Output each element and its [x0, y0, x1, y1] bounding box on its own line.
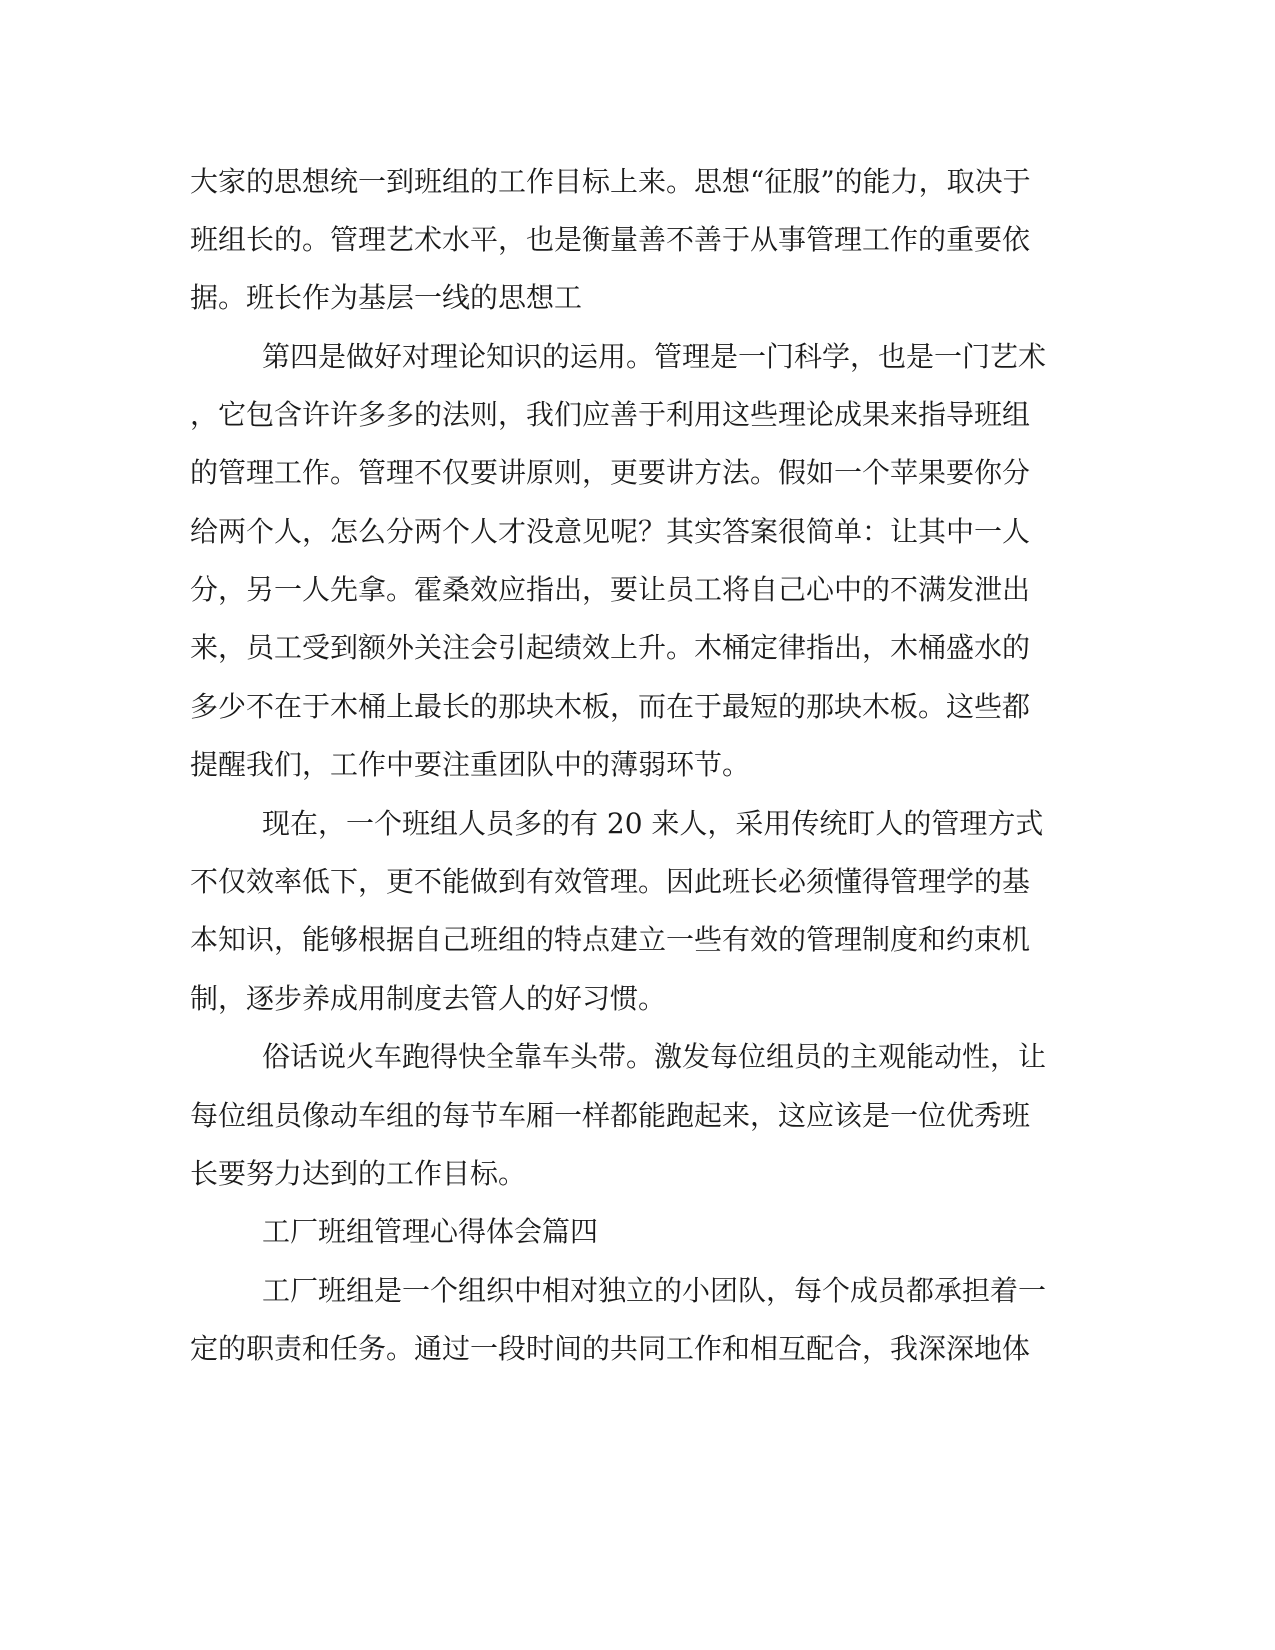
text-line: 多少不在于木桶上最长的那块木板，而在于最短的那块木板。这些都 — [190, 690, 1031, 723]
text-line: ，它包含许许多多的法则，我们应善于利用这些理论成果来指导班组 — [190, 398, 1031, 431]
text-line: 长要努力达到的工作目标。 — [190, 1157, 527, 1190]
paragraph-first-line: 工厂班组是一个组织中相对独立的小团队，每个成员都承担着一 — [262, 1274, 1047, 1307]
text-line: 制，逐步养成用制度去管人的好习惯。 — [190, 982, 667, 1015]
text-line: 大家的思想统一到班组的工作目标上来。思想“征服”的能力，取决于 — [190, 165, 1031, 198]
text-line: 定的职责和任务。通过一段时间的共同工作和相互配合，我深深地体 — [190, 1332, 1031, 1365]
text-line: 不仅效率低下，更不能做到有效管理。因此班长必须懂得管理学的基 — [190, 865, 1031, 898]
text-line: 给两个人，怎么分两个人才没意见呢？其实答案很简单：让其中一人 — [190, 515, 1031, 548]
section-heading: 工厂班组管理心得体会篇四 — [262, 1215, 599, 1248]
text-line: 来，员工受到额外关注会引起绩效上升。木桶定律指出，木桶盛水的 — [190, 631, 1031, 664]
text-line: 据。班长作为基层一线的思想工 — [190, 281, 583, 314]
text-line: 班组长的。管理艺术水平，也是衡量善不善于从事管理工作的重要依 — [190, 223, 1031, 256]
text-line: 每位组员像动车组的每节车厢一样都能跑起来，这应该是一位优秀班 — [190, 1099, 1031, 1132]
paragraph-first-line: 俗话说火车跑得快全靠车头带。激发每位组员的主观能动性，让 — [262, 1040, 1047, 1073]
paragraph-first-line: 现在，一个班组人员多的有 20 来人，采用传统盯人的管理方式 — [262, 807, 1044, 840]
text-line: 本知识，能够根据自己班组的特点建立一些有效的管理制度和约束机 — [190, 923, 1031, 956]
paragraph-first-line: 第四是做好对理论知识的运用。管理是一门科学，也是一门艺术 — [262, 340, 1047, 373]
text-line: 分，另一人先拿。霍桑效应指出，要让员工将自己心中的不满发泄出 — [190, 573, 1031, 606]
text-line: 的管理工作。管理不仅要讲原则，更要讲方法。假如一个苹果要你分 — [190, 456, 1031, 489]
text-line: 提醒我们，工作中要注重团队中的薄弱环节。 — [190, 748, 751, 781]
